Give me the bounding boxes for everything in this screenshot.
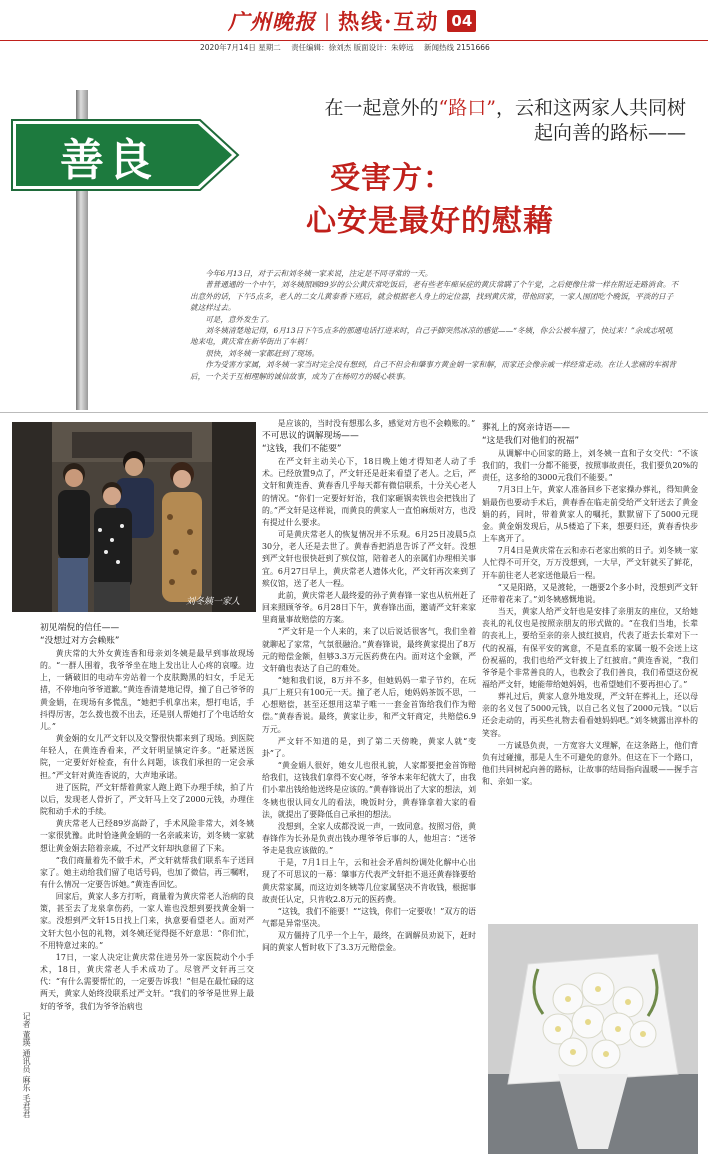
masthead-divider: |	[324, 10, 331, 32]
subheading: 葬礼上的窝亲诗语——	[482, 423, 570, 433]
subheading: “没想过对方会赖账”	[40, 636, 120, 646]
body-paragraph: 17日，一家人决定让黄庆常住进另外一家医院动个小手术，18日，黄庆常老人手术成功了。尽管严文轩再三交代：“有什么需要帮忙的，一定要告诉我！”但是在最忙碌的这两天，黄家人始终没联系过严文轩。“我们的爷爷是世界上最好的爷爷，我们为爷爷治病也	[40, 952, 254, 1011]
lede-paragraph: 很快，刘冬姨一家都赶到了现场。	[205, 348, 320, 358]
body-paragraph: 一方诚恳负责，一方宽容大义理解，在这条路上，他们背负有过碰撞，那是人生不可避免的意外。但这在下一个路口，他们共同树起向善的路标，让故事的结局指向温暖——握手言和、亲如一家。	[482, 740, 698, 787]
headline-line2: 心安是最好的慰藉	[306, 204, 554, 239]
body-paragraph: 没想到，全家人成都没说一声，一致同意。按照习俗，黄春锋作为长孙是负责出钱办理爷爷后事的人，他坦言：“送爷爷走是我应该做的。”	[262, 821, 476, 856]
body-paragraph: 于是，7月1日上午，云和社会矛盾纠纷调处化解中心出现了不可思议的一幕：肇事方代表严文轩拒不退还黄春锋要给黄庆常家属，而这边刘冬姨等几位家属坚决不肯收钱，根据事故责任认定，只肯收2.8万元的医药费。	[262, 858, 476, 904]
headline-line1: 受害方：	[330, 161, 454, 196]
subheading: 不可思议的调解现场——	[262, 431, 359, 442]
lede-paragraph: 普普通通的一个中午，刘冬姨照顾89岁的公公黄庆常吃饭后，老有些老年痴呆症的黄庆常瞒了个午觉，之后便像往常一样在附近走路消食。不出意外的话，下午5点多，老人的二女儿黄泰香下班后，就会根据老人身上的定位器，找到黄庆常，带他回家，一家人围团吃个晚饭，平淡的日子就这样过去。	[190, 280, 679, 313]
body-paragraph: “又是阳路，又是渡轮，一趟要2个多小时，没想到严文轩还带着花来了。”刘冬姨感慨地说。	[482, 582, 698, 604]
lede-paragraph: 作为受害方家属，刘冬姨一家当时完全没有想到，自己不但会和肇事方黄金娟一家和解，而家还会像亲戚一样经常走动。在让人悲痛的车祸背后，一个关于互相理解的诚信故事，成为了在杨叨方的暖心轶事。	[190, 360, 676, 381]
meta-editors: 责任编辑：徐刘杰 版面设计：朱婷远	[291, 43, 414, 52]
body-paragraph: 双方僵持了几乎一个上午，最终，在调解员劝说下，赶时间的黄家人暂时收下了3.3万元赔偿金。	[262, 931, 476, 953]
body-paragraph: 严文轩不知道的是，到了第二天傍晚，黄家人就“变卦”了。	[262, 736, 476, 758]
meta-hotline: 新闻热线 2151666	[423, 43, 490, 52]
body-paragraph: 7月4日是黄庆常在云和赤石老家出殡的日子。刘冬姨一家人忙得不可开交，万万没想到，一大早，严文轩就买了鲜花，开车前往老人老家送他最后一程。	[482, 546, 698, 580]
subheading: “这是我们对他们的祝福”	[482, 436, 580, 446]
kicker-part2: ，云和这两家人共同树起向善的路标——	[495, 97, 686, 144]
article-column-3	[482, 422, 698, 788]
meta-date: 2020年7月14日 星期二	[200, 43, 281, 52]
body-paragraph: “她和我们说，8万并不多，但她妈妈一辈子节约，在玩具厂上班只有100元一天。撞了老人后，她妈妈茶饭不思，一心想赔偿，甚至还想用这辈子唯一一套金首饰给我们作为赔偿。”黄春香说。最终，黄家让步，和严文轩商定，共赔偿6.9万元。	[262, 675, 476, 734]
article-column-2	[262, 418, 476, 955]
masthead	[228, 6, 476, 36]
family-photo	[12, 422, 256, 612]
sign-text: 善良	[60, 135, 156, 186]
body-paragraph: 黄庆常老人已经89岁高龄了，手术风险非常大，刘冬姨一家很犹豫。此时恰逢黄金娟的一名亲戚来访，刘冬姨一家就想让黄金娟去陪着亲戚，不过严文轩却执意留了下来。	[40, 819, 254, 853]
lede-paragraph: 可是，意外发生了。	[205, 314, 274, 324]
body-paragraph: 黄金娟的女儿严文轩以及交警很快都来到了现场。到医院年轻人，在黄连香看来，严文轩明显镇定许多。“赶紧送医院，一定要好好检查，有什么问题，该我们承担的一定会承担。”严文轩对黄连香说的，大声地承诺。	[40, 734, 254, 780]
subheading: 初见端倪的信任——	[40, 623, 120, 633]
photo-caption: 刘冬姨一家人	[186, 597, 241, 607]
flower-bouquet-photo	[488, 924, 698, 1154]
subheading: “这钱，我们不能要”	[262, 444, 342, 455]
reporter-credit: 记者 董瑛 通讯员 麻乐 毛君君	[22, 1012, 31, 1119]
body-paragraph: 是应该的，当时没有想那么多，感觉对方也不会赖账的。”	[277, 419, 476, 428]
body-paragraph: 进了医院，严文轩帮着黄家人跑上跑下办理手续，拍了片以后，发现老人骨折了，严文轩马上交了2000元钱，办理住院和动手术的手续。	[40, 782, 254, 817]
kicker-part1: 在一起意外的	[324, 97, 439, 119]
page-number: 04	[447, 10, 476, 32]
lede-paragraph: 今年6月13日，对于云和刘冬姨一家来说，注定是不同寻常的一天。	[205, 269, 433, 278]
article-column-1	[40, 622, 254, 1013]
section-divider	[0, 412, 708, 413]
body-paragraph: “这钱，我们不能要！”“这钱，你们一定要收！”双方的语气都是异常坚决。	[262, 906, 476, 929]
body-paragraph: 回家后，黄家人多方打听，商量着为黄庆常老人治病的良策，甚至去了龙泉拿伤药，一家人谁也没想到要找黄金娟一家。没想到严文轩15日找上门来，执意要看望老人。面对严文轩大包小包的礼物，刘冬姨还觉得挺不好意思：“你们忙，不用特意过来的。”	[40, 892, 254, 950]
lede-paragraph: 刘冬姨清楚地记得，6月13日下午5点多的那通电话打进来时，自己手脚突然冰凉的感觉——“冬姨，你公公被车撞了，快过来！”余成志吼吼地来电，黄庆常在新华街出了车祸！	[190, 326, 673, 347]
body-paragraph: 在严文轩主动关心下，18日晚上她才得知老人动了手术。已经放置9点了，严文轩还是赶来看望了老人。之后，严文轩和黄连香、黄春香几乎每天都有微信联系，十分关心老人的情况。“你们一定要好好治，我们家砸锅卖铁也会把钱出了的。”严文轩是这样说，而黄良的黄家人一直怕麻烦对方，也没有提过什么要求。	[262, 457, 476, 527]
lede	[190, 268, 680, 382]
body-paragraph: “严文轩是一个人来的，来了以后说话很客气，我们坐着就聊起了家常，气氛很融洽。”黄春锋说，最终黄家提出了8万元的赔偿金额，但够3.3万元医药费在内。面对这个金额，严文轩确也表达了自己的难处。	[262, 627, 476, 673]
body-paragraph: 从调解中心回家的路上，刘冬姨一直和子女交代：“不该我们的，我们一分都不能要，按照事故责任，我们要负20%的责任，这多给的3000元我们不能要。”	[482, 449, 698, 483]
body-paragraph: “黄金娟人很好，她女儿也很礼貌，人家都要把金首饰赔给我们，这钱我们拿得不安心呀，爷爷本来年纪就大了，由我们小辈出钱给他送终是应该的。”黄春锋说出了大家的想法，刘冬姨也很认同女儿的看法，晚饭时分，黄春锋拿着大家的看法，就提出了要降低自己承担的想法。	[262, 761, 476, 819]
section-name: 热线·互动	[338, 9, 440, 34]
kicker	[306, 96, 686, 146]
header-divider	[0, 40, 708, 41]
meta-bar	[200, 42, 498, 53]
body-paragraph: 葬礼过后，黄家人意外地发现，严文轩在葬礼上，还以母亲的名义包了5000元钱，以自己名义包了2000元钱。“以后还会走动的，再买些礼物去看看她妈妈吧。”刘冬姨露出淳朴的笑容。	[482, 692, 698, 738]
body-paragraph: 黄庆常的大外女黄连香和母亲刘冬姨是最早到事故现场的。“一群人围着，我爷爷坐在地上发出让人心疼的哀嚎。边上，一辆破旧的电动车旁站着一个皮肤黝黑的妇女，手足无措，不停地向爷爷道歉。”黄连香清楚地记得，撞了自己爷爷的黄金娟，在现场有多慌乱，“她把手机拿出来，想打电话，手抖得厉害，怎么拨也拨不出去，还是别人帮她打了个电话给女儿。”	[40, 649, 254, 731]
body-paragraph: 当天，黄家人给严文轩也是安排了亲朋友的座位，又给她丧礼的礼仪也是按照亲朋友的形式做的。“在我们当地，长辈的丧礼上，要给至亲的亲人披红披肩，代表了逝去长辈对下一代的祝福，有保平安的寓意，不是直系的家属一般不会送上这份祝福的，我们也给严文轩披上了红披肩。”黄连香说，“我们爷爷是个非常善良的人，也教会了我们善良，我们希望这份祝福给严文轩，她能带给她妈妈，也希望她们不要再担心了。”	[482, 607, 698, 689]
kicker-highlight: “路口”	[438, 97, 496, 119]
body-paragraph: “我们商量着先不做手术，严文轩就帮我们联系车子送回家了。她主动给我们留了电话号码，也加了微信，再三嘱咐，有什么情况一定要告诉她。”黄连香回忆。	[40, 855, 254, 889]
body-paragraph: 此前，黄庆常老人最终爱的孙子黄春锋一家也从杭州赶了回来照顾爷爷。6月28日下午，黄春锋出面，邀请严文轩来家里商量事故赔偿的方案。	[262, 590, 476, 625]
body-paragraph: 7月3日上午，黄家人准备回乡下老家操办葬礼，得知黄金娟最伤也要动手术后，黄春香在临走前受给严文轩送去了黄金娟的药，同时，带着黄家人的嘱托，默默留下了5000元现金。黄金娟发现后，从5楼追了下来，想要归还，黄春香快步上车离开了。	[482, 485, 698, 544]
paper-name: 广州晚报	[228, 9, 316, 34]
body-paragraph: 可是黄庆常老人的恢复情况并不乐观。6月25日凌晨5点30分，老人还是去世了。黄春香把消息告诉了严文轩。没想到严文轩也很快赶到了殡仪馆，陪着老人的亲属们办理相关事宜。6月27日早上，黄庆常老人遗体火化，严文轩再次来到了殡仪馆，送了老人一程。	[262, 530, 476, 588]
